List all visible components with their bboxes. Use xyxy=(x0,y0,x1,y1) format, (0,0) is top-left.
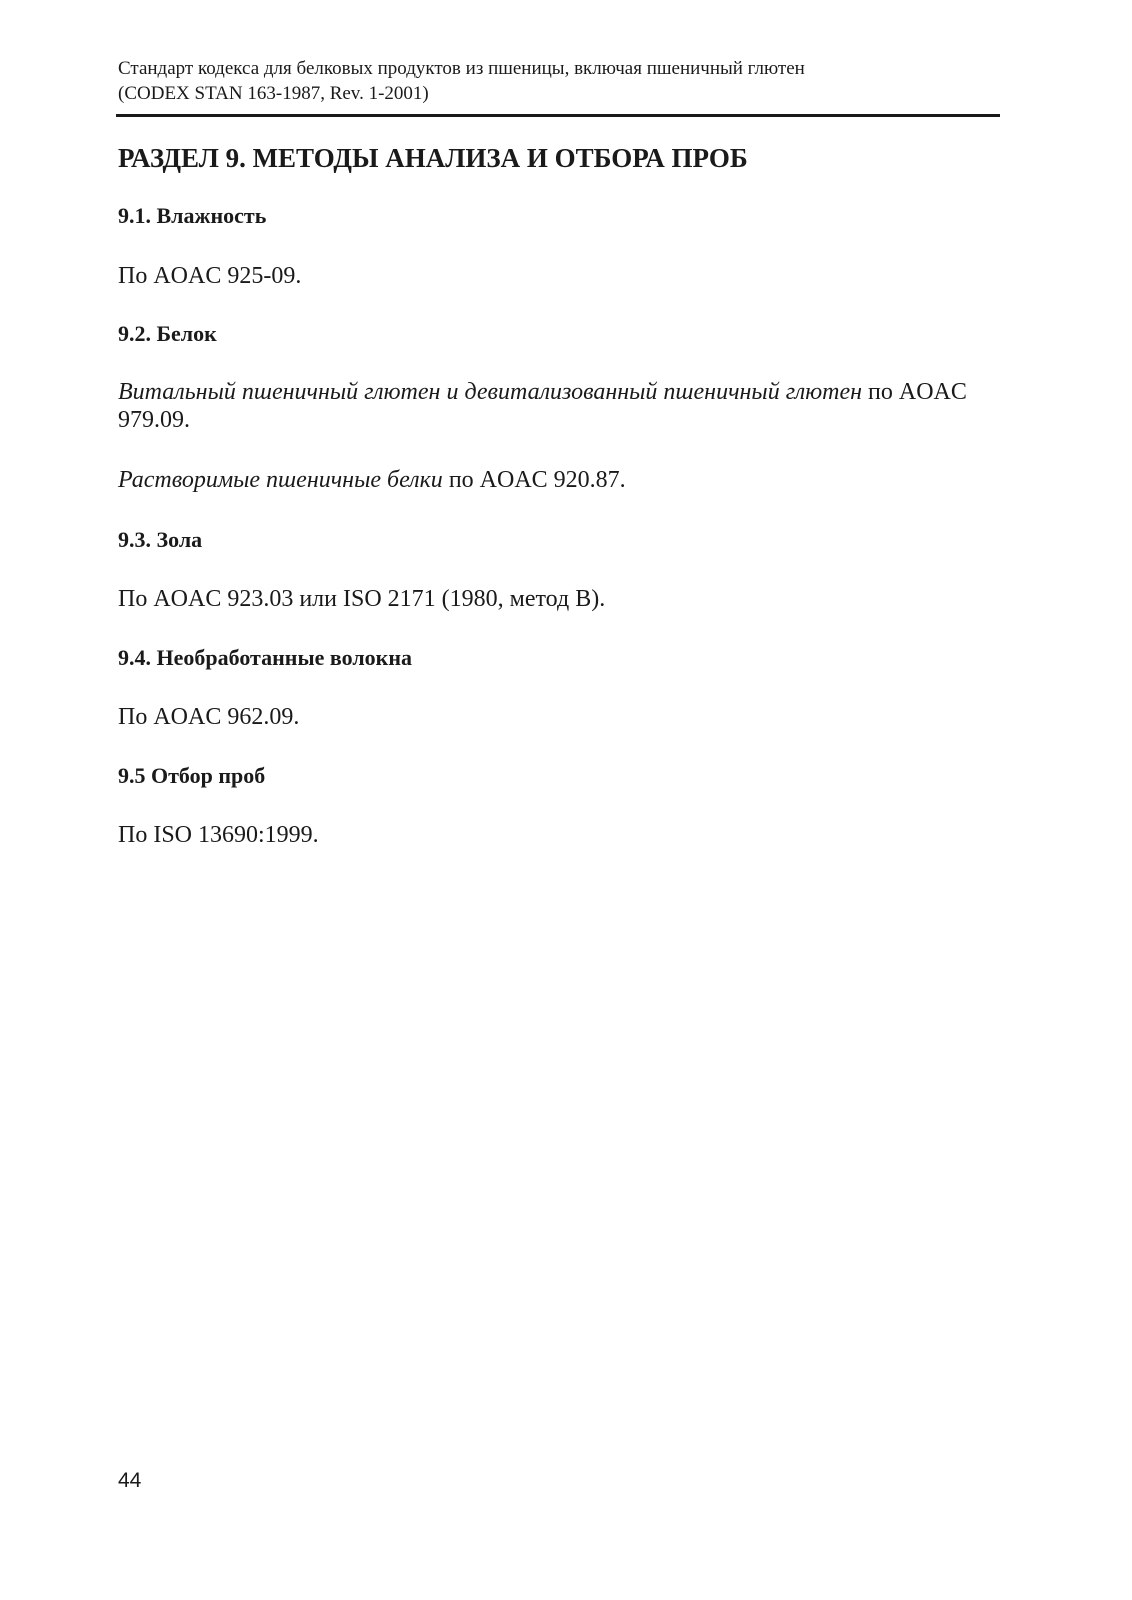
text-protein-gluten-italic: Витальный пшеничный глютен и девитализованный пшеничный глютен xyxy=(118,379,863,405)
running-header-title: Стандарт кодекса для белковых продуктов из пшеницы, включая пшеничный глютен xyxy=(118,58,805,79)
text-crude-fibre: По AOAC 962.09. xyxy=(118,704,300,730)
heading-crude-fibre: 9.4. Необработанные волокна xyxy=(118,645,413,670)
text-protein-soluble-method: по AOAC 920.87. xyxy=(442,467,626,493)
running-header-code: (CODEX STAN 163-1987, Rev. 1-2001) xyxy=(118,83,429,104)
text-protein-soluble xyxy=(118,466,998,494)
text-ash: По AOAC 923.03 или ISO 2171 (1980, метод B). xyxy=(118,586,606,612)
text-protein-gluten xyxy=(118,378,998,434)
heading-moisture: 9.1. Влажность xyxy=(118,203,267,228)
header-divider xyxy=(116,114,1000,117)
heading-protein: 9.2. Белок xyxy=(118,321,217,346)
document-body xyxy=(118,140,998,849)
text-protein-gluten-method: по AOAC 979.09. xyxy=(118,379,967,433)
page-number: 44 xyxy=(118,1469,142,1492)
section-title: РАЗДЕЛ 9. МЕТОДЫ АНАЛИЗА И ОТБОРА ПРОБ xyxy=(118,143,748,173)
running-header xyxy=(118,56,1000,106)
heading-ash: 9.3. Зола xyxy=(118,527,203,552)
heading-sampling: 9.5 Отбор проб xyxy=(118,763,266,788)
text-moisture: По AOAC 925-09. xyxy=(118,263,302,289)
text-sampling: По ISO 13690:1999. xyxy=(118,822,319,848)
text-protein-soluble-italic: Растворимые пшеничные белки xyxy=(118,467,443,493)
